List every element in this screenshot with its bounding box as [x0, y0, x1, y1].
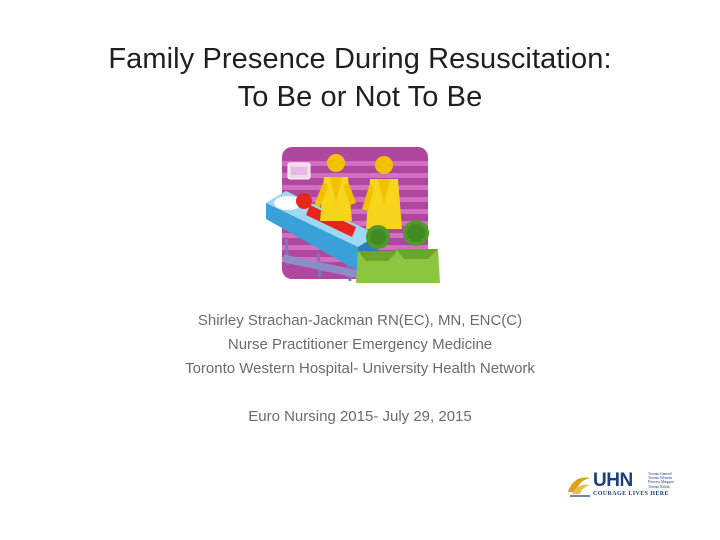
presenter-name: Shirley Strachan-Jackman RN(EC), MN, ENC(C) [197, 312, 523, 329]
resuscitation-clipart-icon [258, 143, 448, 285]
spacer [60, 381, 660, 405]
slide-title-line-1: Family Presence During Resuscitation: [108, 43, 612, 75]
logo-site: Toronto General [648, 472, 672, 476]
logo-site: Princess Margaret [648, 480, 674, 485]
logo-site: Toronto Rehab [648, 484, 670, 489]
presenter-info [60, 309, 660, 429]
slide-title [40, 40, 680, 116]
event-date: Euro Nursing 2015- July 29, 2015 [248, 408, 472, 425]
uhn-logo [566, 470, 692, 502]
logo-sites [648, 472, 692, 489]
logo-tagline: COURAGE LIVES HERE [593, 491, 669, 497]
presenter-role: Nurse Practitioner Emergency Medicine [227, 336, 493, 353]
logo-wordmark: UHN [593, 470, 633, 491]
logo-site: Toronto Western [648, 476, 672, 481]
slide-title-line-2: To Be or Not To Be [237, 81, 483, 113]
presenter-affiliation: Toronto Western Hospital- University Health Network [185, 360, 535, 377]
